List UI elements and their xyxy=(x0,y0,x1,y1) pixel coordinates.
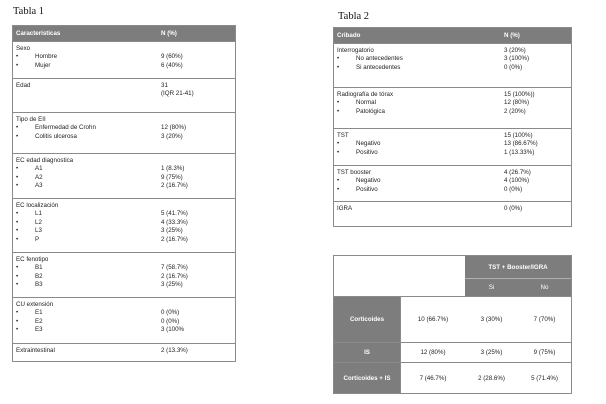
bullet-item xyxy=(337,108,393,116)
bullet-icon: • xyxy=(337,55,340,63)
tabla2-header-col2: N (%) xyxy=(504,32,520,39)
bullet-value: 1 (13.33%) xyxy=(504,148,535,156)
tabla3 xyxy=(333,255,572,394)
tabla1-caption: Tabla 1 xyxy=(13,6,45,17)
bullet-icon: • xyxy=(337,140,340,148)
section-title-value xyxy=(161,202,188,210)
section-labels xyxy=(16,82,30,90)
tabla2-header-col1: Cribado xyxy=(337,32,361,39)
bullet-value: 2 (16.7%) xyxy=(161,235,188,243)
tabla3-cell-si: 3 (30%) xyxy=(465,296,518,342)
bullet-label: Positivo xyxy=(356,148,378,156)
bullet-item xyxy=(337,140,380,148)
section-labels xyxy=(16,202,58,244)
bullet-value: 0 (0%) xyxy=(161,317,180,325)
tabla3-cell-si: 2 (28.6%) xyxy=(465,362,518,393)
section xyxy=(13,78,235,112)
tabla3-col-si: Si xyxy=(465,278,518,296)
bullet-value: 9 (60%) xyxy=(161,53,183,61)
bullet-label: A3 xyxy=(35,182,43,190)
bullet-icon: • xyxy=(16,309,19,317)
section-title-value: 31 xyxy=(161,82,168,89)
bullet-label: Positivo xyxy=(356,185,378,193)
tabla1-header-col1: Características xyxy=(16,30,61,37)
section-title: EC fenotipo xyxy=(16,256,49,263)
section xyxy=(334,128,571,165)
bullet-value: 12 (80%) xyxy=(161,124,187,132)
bullet-value: 1 (8.3%) xyxy=(161,165,185,173)
bullet-value: 2 (16.7%) xyxy=(161,272,188,280)
bullet-icon: • xyxy=(337,99,340,107)
bullet-item xyxy=(16,182,73,190)
bullet-label: A2 xyxy=(35,173,43,181)
bullet-value: 6 (40%) xyxy=(161,61,183,69)
section-title: Interrogatorio xyxy=(337,47,374,54)
section-title: EC edad diagnostica xyxy=(16,157,74,164)
bullet-value: 0 (0%) xyxy=(504,63,523,71)
bullet-label: E3 xyxy=(35,326,43,334)
bullet-label: B3 xyxy=(35,281,43,289)
tabla3-row-label: Corticoides + IS xyxy=(334,362,400,393)
bullet-item xyxy=(16,219,58,227)
bullet-icon: • xyxy=(337,185,340,193)
section-title-value xyxy=(161,256,188,264)
bullet-label: B2 xyxy=(35,272,43,280)
bullet-icon: • xyxy=(16,317,19,325)
section-labels xyxy=(337,169,380,194)
bullet-item xyxy=(337,64,403,72)
bullet-icon: • xyxy=(16,281,19,289)
bullet-value: 0 (0%) xyxy=(504,185,523,193)
bullet-icon: • xyxy=(16,182,19,190)
bullet-item xyxy=(16,236,58,244)
tabla3-col-no: No xyxy=(518,278,571,296)
bullet-item xyxy=(16,227,58,235)
section-values xyxy=(161,157,188,191)
tabla3-cell-no: 9 (75%) xyxy=(518,342,571,362)
section-title-value: 15 (100%)) xyxy=(504,91,535,98)
bullet-icon: • xyxy=(337,177,340,185)
bullet-label: P xyxy=(35,235,40,243)
bullet-icon: • xyxy=(16,165,19,173)
section-labels xyxy=(16,256,48,290)
tabla3-cell-total: 12 (80%) xyxy=(400,342,465,362)
tabla1 xyxy=(12,25,236,362)
section-values xyxy=(504,132,538,157)
section-values xyxy=(504,169,531,194)
bullet-value: 0 (0%) xyxy=(161,309,180,317)
tabla3-cell-no: 7 (70%) xyxy=(518,296,571,342)
bullet-item xyxy=(16,281,48,289)
tabla1-header-col2: N (%) xyxy=(161,30,177,37)
section xyxy=(13,297,235,343)
bullet-label: L1 xyxy=(35,210,42,218)
bullet-label: Mujer xyxy=(35,61,51,69)
bullet-item xyxy=(337,186,380,194)
bullet-item xyxy=(16,210,58,218)
bullet-label: Patológica xyxy=(356,107,385,115)
bullet-value: 4 (33.3%) xyxy=(161,218,188,226)
section-labels xyxy=(16,157,73,191)
tabla3-cell-total: 7 (46.7%) xyxy=(400,362,465,393)
bullet-icon: • xyxy=(16,235,19,243)
section-title-value: 0 (0%) xyxy=(504,205,523,212)
bullet-label: Enfermedad de Crohn xyxy=(35,124,96,132)
bullet-icon: • xyxy=(16,53,19,61)
tabla2-header xyxy=(334,28,571,43)
section-title-value: 3 (20%) xyxy=(504,47,526,54)
section-values xyxy=(504,205,522,213)
bullet-icon: • xyxy=(16,272,19,280)
bullet-icon: • xyxy=(16,210,19,218)
section-title: TST xyxy=(337,132,349,139)
section-title-value xyxy=(161,157,188,165)
bullet-icon: • xyxy=(16,124,19,132)
bullet-value: 2 (16.7%) xyxy=(161,182,188,190)
section xyxy=(13,41,235,78)
bullet-value: 2 (20%) xyxy=(504,107,526,115)
section xyxy=(13,153,235,198)
section xyxy=(334,87,571,128)
tabla3-row-label: Corticoides xyxy=(334,296,400,342)
section xyxy=(334,43,571,87)
section-title-value xyxy=(161,116,186,124)
bullet-item xyxy=(16,165,73,173)
bullet-item xyxy=(337,149,380,157)
section-labels xyxy=(337,91,393,116)
bullet-item xyxy=(16,318,53,326)
bullet-icon: • xyxy=(16,173,19,181)
bullet-label: A1 xyxy=(35,165,43,173)
bullet-item xyxy=(16,273,48,281)
bullet-item xyxy=(16,264,48,272)
bullet-label: B1 xyxy=(35,264,43,272)
tabla3-group-header: TST + Booster/IGRA xyxy=(465,256,571,278)
bullet-value: 5 (41.7%) xyxy=(161,210,188,218)
tabla3-empty-corner xyxy=(334,256,465,296)
bullet-item xyxy=(337,55,403,63)
tabla1-header xyxy=(13,26,235,41)
bullet-label: Hombre xyxy=(35,53,58,61)
bullet-value: 12 (80%) xyxy=(504,99,530,107)
bullet-icon: • xyxy=(337,148,340,156)
section-title-value xyxy=(161,301,184,309)
bullet-label: L3 xyxy=(35,227,42,235)
section-values xyxy=(161,301,184,335)
bullet-label: Negativo xyxy=(356,140,381,148)
section xyxy=(13,343,235,357)
section-title: CU extensión xyxy=(16,301,54,308)
bullet-item xyxy=(16,133,96,141)
bullet-value: 3 (25%) xyxy=(161,281,183,289)
section-values xyxy=(161,82,194,99)
bullet-icon: • xyxy=(16,326,19,334)
bullet-item xyxy=(16,53,57,61)
section xyxy=(13,112,235,153)
section-labels xyxy=(16,116,96,141)
section xyxy=(13,252,235,297)
section-title: EC localización xyxy=(16,202,59,209)
section-labels xyxy=(16,347,55,355)
bullet-label: Colitis ulcerosa xyxy=(35,132,77,140)
bullet-icon: • xyxy=(337,107,340,115)
bullet-item xyxy=(337,177,380,185)
section-values xyxy=(504,91,535,116)
bullet-item xyxy=(16,174,73,182)
bullet-icon: • xyxy=(16,264,19,272)
section-labels xyxy=(337,205,352,213)
bullet-value: 3 (25%) xyxy=(161,227,183,235)
bullet-icon: • xyxy=(16,61,19,69)
section-values xyxy=(504,47,529,72)
bullet-label: No antecedentes xyxy=(356,55,403,63)
bullet-label: Normal xyxy=(356,99,376,107)
section-title-value: 2 (13.3%) xyxy=(161,347,188,354)
tabla3-cell-si: 3 (25%) xyxy=(465,342,518,362)
section-labels xyxy=(337,47,403,72)
tabla3-cell-no: 5 (71.4%) xyxy=(518,362,571,393)
bullet-icon: • xyxy=(16,132,19,140)
section-title: Extraintestinal xyxy=(16,347,55,354)
tabla1-body xyxy=(13,41,235,357)
section-values xyxy=(161,45,183,70)
bullet-value: 3 (100%) xyxy=(504,55,530,63)
bullet-value: 7 (58.7%) xyxy=(161,264,188,272)
section-title-value: 4 (26.7%) xyxy=(504,169,531,176)
section-labels xyxy=(337,132,380,157)
section-labels xyxy=(16,45,57,70)
bullet-icon: • xyxy=(337,63,340,71)
bullet-label: E1 xyxy=(35,309,43,317)
bullet-value: 4 (100%) xyxy=(504,177,530,185)
tabla2-caption: Tabla 2 xyxy=(338,11,370,22)
section-title: Radiografía de tórax xyxy=(337,91,394,98)
tabla3-cell-total: 10 (66.7%) xyxy=(400,296,465,342)
bullet-item xyxy=(337,99,393,107)
section-title-value: 15 (100%) xyxy=(504,132,533,139)
tabla2 xyxy=(333,27,572,227)
tabla2-body xyxy=(334,43,571,225)
section-labels xyxy=(16,301,53,335)
section-title: TST booster xyxy=(337,169,371,176)
section-values xyxy=(161,116,186,141)
section xyxy=(334,165,571,201)
bullet-value: 3 (100% xyxy=(161,326,185,334)
bullet-item xyxy=(16,124,96,132)
bullet-value: 13 (86.67%) xyxy=(504,140,538,148)
section-values xyxy=(161,347,188,355)
bullet-value: 3 (20%) xyxy=(161,132,183,140)
bullet-item xyxy=(16,326,53,334)
section-title: Sexo xyxy=(16,45,31,52)
bullet-label: E2 xyxy=(35,317,43,325)
section xyxy=(334,201,571,225)
section-title-value-2: (IQR 21-41) xyxy=(161,90,194,98)
bullet-item xyxy=(16,62,57,70)
bullet-icon: • xyxy=(16,218,19,226)
section-title: IGRA xyxy=(337,205,353,212)
section-title: Tipo de EII xyxy=(16,116,46,123)
bullet-label: L2 xyxy=(35,218,42,226)
section-values xyxy=(161,256,188,290)
tabla3-row-label: IS xyxy=(334,342,400,362)
bullet-value: 9 (75%) xyxy=(161,173,183,181)
section-title: Edad xyxy=(16,82,31,89)
section xyxy=(13,198,235,252)
section-values xyxy=(161,202,188,244)
bullet-item xyxy=(16,309,53,317)
section-title-value xyxy=(161,45,183,53)
bullet-label: Si antecedentes xyxy=(356,63,401,71)
bullet-label: Negativo xyxy=(356,177,381,185)
bullet-icon: • xyxy=(16,227,19,235)
